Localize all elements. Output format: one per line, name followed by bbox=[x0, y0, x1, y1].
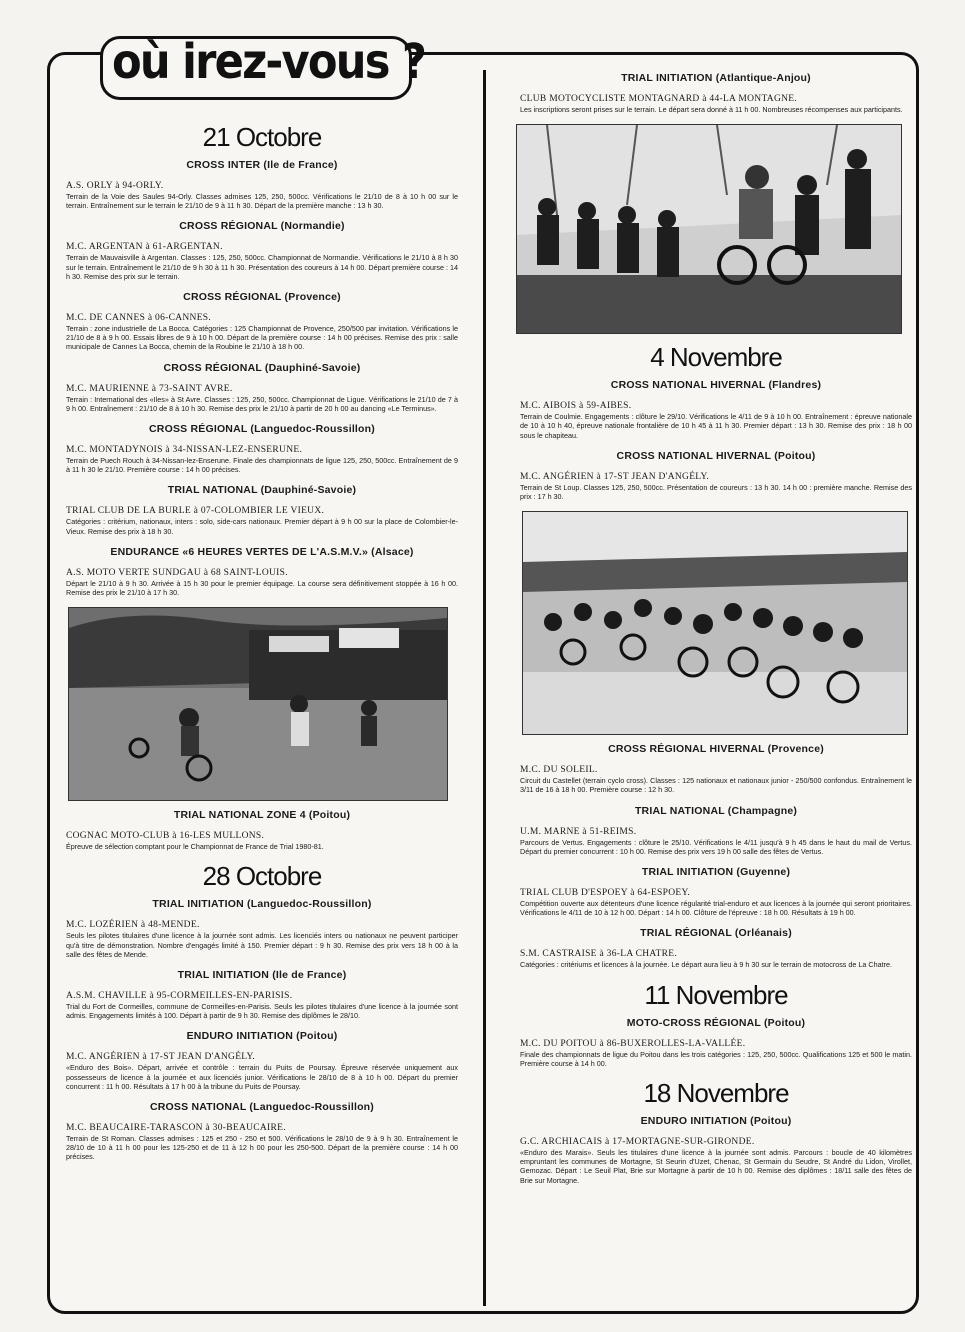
event-title: CROSS NATIONAL HIVERNAL (Poitou) bbox=[616, 449, 816, 462]
event-organizer: M.C. DU SOLEIL. bbox=[520, 765, 598, 776]
event bbox=[516, 1017, 916, 1068]
event-organizer: M.C. BEAUCAIRE-TARASCON à 30-BEAUCAIRE. bbox=[66, 1123, 286, 1134]
event bbox=[516, 743, 916, 794]
event bbox=[516, 866, 916, 917]
event-description: Seuls les pilotes titulaires d'une licence à la journée sont admis. Les licenciés inters ou nationaux ne peuvent participer qu'à titre de démonstration. Nombre d'engagés limité à 150. Premier départ : 9 h 30. Remise des prix vers 18 h 00 à la salle des fêtes de Mende. bbox=[66, 931, 458, 959]
date-heading: 4 Novembre bbox=[650, 342, 782, 373]
date-heading: 11 Novembre bbox=[644, 979, 788, 1010]
event bbox=[62, 1101, 462, 1162]
event-organizer: M.C. DU POITOU à 86-BUXEROLLES-LA-VALLÉE. bbox=[520, 1038, 746, 1049]
event-title: ENDURANCE «6 HEURES VERTES DE L'A.S.M.V.» (Alsace) bbox=[110, 545, 414, 558]
event-organizer: M.C. LOZÉRIEN à 48-MENDE. bbox=[66, 920, 200, 931]
event-description: Catégories : critériums et licences à la journée. Le départ aura lieu à 9 h 30 sur le terrain de motocross de La Chatre. bbox=[520, 960, 892, 970]
event-title: TRIAL INITIATION (Languedoc-Roussillon) bbox=[152, 898, 372, 911]
event-organizer: TRIAL CLUB D'ESPOEY à 64-ESPOEY. bbox=[520, 888, 691, 899]
motocross-start-photo bbox=[522, 511, 908, 735]
event-description: Terrain : zone industrielle de La Bocca. Catégories : 125 Championnat de Provence, 250/500 par invitation. Vérifications le 21/10 de 8 à 9 h 00. Essais libres de 9 à 10 h 00. Départ de la première course : 14 h 00 précises. Remise des prix : salle municipale de Cannes La Bocca, chemin de la Roubine le 21/10 à 18 h 00. bbox=[66, 324, 458, 352]
event-description: Terrain de St Loup. Classes 125, 250, 500cc. Présentation de coureurs : 13 h 30. 14 h 00 : première manche. Remise des prix : 17 h 30. bbox=[520, 482, 912, 502]
event-description: «Enduro des Bois». Départ, arrivée et contrôle : terrain du Puits de Poursay. Épreuve réservée uniquement aux possesseurs de licence à la journée et aux licenciés junior. Vérifications le 28/10 de 8 à 10 h 00. Départ du premier concurrent : 11 h 00. Résultats à 17 h 00 à la tribune du Puits de Poursay. bbox=[66, 1063, 458, 1091]
event-description: Parcours de Vertus. Engagements : clôture le 25/10. Vérifications le 4/11 jusqu'à 9 h 45 dans le haut du mail de Vertus. Départ du premier concurrent : 10 h 00. Remise des prix vers 19 h 00 salle des fêtes de Vertus. bbox=[520, 837, 912, 856]
event-title: MOTO-CROSS RÉGIONAL (Poitou) bbox=[626, 1016, 806, 1029]
event bbox=[62, 484, 462, 535]
event-organizer: M.C. ARGENTAN à 61-ARGENTAN. bbox=[66, 242, 223, 253]
event bbox=[62, 291, 462, 352]
left-column bbox=[62, 118, 462, 1172]
event bbox=[62, 898, 462, 959]
event-title: TRIAL INITIATION (Guyenne) bbox=[641, 866, 791, 879]
date-heading: 18 Novembre bbox=[643, 1078, 789, 1109]
event-organizer: CLUB MOTOCYCLISTE MONTAGNARD à 44-LA MONTAGNE. bbox=[520, 94, 798, 104]
event-description: Les inscriptions seront prises sur le terrain. Le départ sera donné à 11 h 00. Nombreuses récompenses aux participants. bbox=[520, 105, 903, 114]
event-description: Catégories : critérium, nationaux, inters : solo, side-cars nationaux. Premier départ à 9 h 00 sur la place de Colombier-le-Vieux. Remise des prix à 18 h 30. bbox=[66, 517, 458, 536]
event-description: Terrain de la Voie des Saules 94-Orly. Classes admises 125, 250, 500cc. Vérifications le 21/10 de 8 à 10 h 00 sur le terrain. Entraînement sur le terrain le 21/10 de 9 à 11 h 30. Départ de la première manche : 13 h 30. bbox=[66, 192, 458, 211]
event-description: Terrain de St Roman. Classes admises : 125 et 250 - 250 et 500. Vérifications le 28/10 de 9 à 9 h 30. Entraînement le 28/10 de 10 à 11 h 00 pour les 125-250 et de 11 à 12 h 00 pour les 250-500. Départ de la première course : 14 h 00 précises. bbox=[66, 1134, 458, 1162]
motocross-pit-lane-photo bbox=[68, 607, 448, 801]
event bbox=[516, 450, 916, 501]
event-title: CROSS RÉGIONAL (Dauphiné-Savoie) bbox=[163, 361, 361, 374]
event-title: CROSS INTER (Ile de France) bbox=[186, 159, 338, 171]
event bbox=[516, 1115, 916, 1185]
event-organizer: S.M. CASTRAISE à 36-LA CHATRE. bbox=[520, 949, 678, 960]
event-organizer: U.M. MARNE à 51-REIMS. bbox=[520, 826, 637, 837]
event-title: CROSS NATIONAL HIVERNAL (Flandres) bbox=[610, 379, 822, 392]
event bbox=[62, 159, 462, 210]
event bbox=[516, 379, 916, 440]
event-organizer: G.C. ARCHIACAIS à 17-MORTAGNE-SUR-GIRONDE. bbox=[520, 1137, 755, 1148]
event bbox=[62, 1030, 462, 1091]
event-title: ENDURO INITIATION (Poitou) bbox=[640, 1115, 792, 1128]
event-organizer: A.S. ORLY à 94-ORLY. bbox=[66, 181, 164, 191]
event-organizer: A.S.M. CHAVILLE à 95-CORMEILLES-EN-PARISIS. bbox=[66, 991, 293, 1002]
event bbox=[516, 927, 916, 969]
event-title: TRIAL INITIATION (Atlantique-Anjou) bbox=[621, 72, 811, 84]
event-description: Terrain de Puech Rouch à 34-Nissan-lez-Enserune. Finale des championnats de ligue 125, 250, 500cc. Entraînement de 9 à 11 h 30 le 21/10. Première course : 14 h 00 précises. bbox=[66, 456, 458, 475]
event-description: Trial du Fort de Cormeilles, commune de Cormeilles-en-Parisis. Seuls les pilotes titulaires d'une licence à la journée sont admis. Engagements limités à 100. Départ à partir de 9 h 30. Remise des diplômes le 28/10. bbox=[66, 1002, 458, 1021]
event bbox=[516, 805, 916, 856]
page-title: où irez-vous ? bbox=[112, 34, 426, 90]
trial-rider-spectators-photo bbox=[516, 124, 902, 334]
event-organizer: M.C. DE CANNES à 06-CANNES. bbox=[66, 313, 212, 324]
event-title: CROSS RÉGIONAL (Languedoc-Roussillon) bbox=[149, 423, 375, 436]
event-description: «Enduro des Marais». Seuls les titulaires d'une licence à la journée sont admis. Parcours : boucle de 40 kilomètres empruntant les communes de Mortagne, St Seurin d'Uzet, Chenac, St Germain du Seudre, St André du Lidon, Virollet, Gemozac. Départ : Le Seuil Plat, Brie sur Mortagne à partir de 10 h 00. Remise des diplômes : 18/11 salle des fêtes de Brie sur Mortagne. bbox=[520, 1148, 912, 1185]
event-organizer: TRIAL CLUB DE LA BURLE à 07-COLOMBIER LE VIEUX. bbox=[66, 506, 325, 517]
event-title: CROSS RÉGIONAL HIVERNAL (Provence) bbox=[608, 743, 824, 756]
event-title: TRIAL NATIONAL (Champagne) bbox=[634, 804, 798, 817]
event-description: Terrain de Mauvaisville à Argentan. Classes : 125, 250, 500cc. Championnat de Normandie. Vérifications le 21/10 à 8 h 30 sur le terrain. Entraînement le 21/10 de 9 h 30 à 11 h 30. Présentation des coureurs à 14 h 00. Départ première course : 14 h 30. Remise des prix sur le terrain. bbox=[66, 253, 458, 281]
event-title: TRIAL NATIONAL (Dauphiné-Savoie) bbox=[167, 484, 357, 497]
event bbox=[62, 220, 462, 281]
event bbox=[62, 362, 462, 413]
event bbox=[62, 546, 462, 597]
date-heading: 21 Octobre bbox=[202, 122, 322, 152]
event-organizer: M.C. ANGÉRIEN à 17-ST JEAN D'ANGÉLY. bbox=[66, 1052, 256, 1063]
event-organizer: A.S. MOTO VERTE SUNDGAU à 68 SAINT-LOUIS. bbox=[66, 567, 288, 578]
event bbox=[62, 969, 462, 1020]
event-organizer: M.C. AIBOIS à 59-AIBES. bbox=[520, 401, 632, 412]
column-divider bbox=[483, 70, 486, 1306]
event-description: Circuit du Castellet (terrain cyclo cross). Classes : 125 nationaux et nationaux junior - 250/500 confondus. Entraînement le 3/11 de 16 à 18 h 00. Première course : 12 h 30. bbox=[520, 776, 912, 795]
event-title: CROSS RÉGIONAL (Normandie) bbox=[179, 220, 345, 233]
event-title: CROSS NATIONAL (Languedoc-Roussillon) bbox=[149, 1101, 374, 1114]
event-description: Terrain : International des «Iles» à St Avre. Classes : 125, 250, 500cc. Championnat de Ligue. Vérifications le 21/10 de 7 à 9 h 00. Entraînement : 21/10 de 8 à 10 h 30. Remise des prix le 21/10 à partir de 20 h 00 au dancing «Le Terminus». bbox=[66, 394, 458, 413]
event bbox=[62, 423, 462, 474]
event-description: Épreuve de sélection comptant pour le Championnat de France de Trial 1980-81. bbox=[66, 842, 324, 852]
event-description: Compétition ouverte aux détenteurs d'une licence régularité trial-enduro et aux licences à la journée qui seront prioritaires. Vérifications le 4/11 de 10 à 12 h 00. Départ : 14 h 00. Clôture de l'épreuve : 18 h 00. Résultats à 19 h 00. bbox=[520, 899, 912, 918]
event-organizer: M.C. MAURIENNE à 73-SAINT AVRE. bbox=[66, 383, 233, 394]
event-title: CROSS RÉGIONAL (Provence) bbox=[183, 291, 341, 304]
event bbox=[62, 809, 462, 851]
event-description: Finale des championnats de ligue du Poitou dans les trois catégories : 125, 250, 500cc. Qualifications 125 et 500 le matin. Première course à 14 h 00. bbox=[520, 1049, 912, 1068]
event-description: Départ le 21/10 à 9 h 30. Arrivée à 15 h 30 pour le premier équipage. La course sera définitivement stoppée à 16 h 00. Remise des prix le 21/10 à 17 h 30. bbox=[66, 578, 458, 598]
event-title: TRIAL RÉGIONAL (Orléanais) bbox=[640, 927, 792, 940]
event-organizer: COGNAC MOTO-CLUB à 16-LES MULLONS. bbox=[66, 831, 265, 842]
date-heading: 28 Octobre bbox=[202, 861, 322, 892]
event-title: ENDURO INITIATION (Poitou) bbox=[186, 1030, 338, 1043]
event-description: Terrain de Coulmie. Engagements : clôture le 29/10. Vérifications le 4/11 de 9 à 10 h 00. Entraînement : épreuve nationale de 10 à 10 h 40, épreuve nationale frontalière de 10 h 45 à 11 h 30. Premier départ : 13 h 30. Remise des prix : 18 h 00 sous le chapiteau. bbox=[520, 412, 912, 440]
event-organizer: M.C. MONTADYNOIS à 34-NISSAN-LEZ-ENSERUNE. bbox=[66, 445, 303, 456]
right-column bbox=[516, 66, 916, 1195]
event bbox=[516, 72, 916, 114]
event-title: TRIAL INITIATION (Ile de France) bbox=[177, 969, 347, 982]
event-organizer: M.C. ANGÉRIEN à 17-ST JEAN D'ANGÉLY. bbox=[520, 471, 710, 482]
event-title: TRIAL NATIONAL ZONE 4 (Poitou) bbox=[173, 809, 351, 822]
